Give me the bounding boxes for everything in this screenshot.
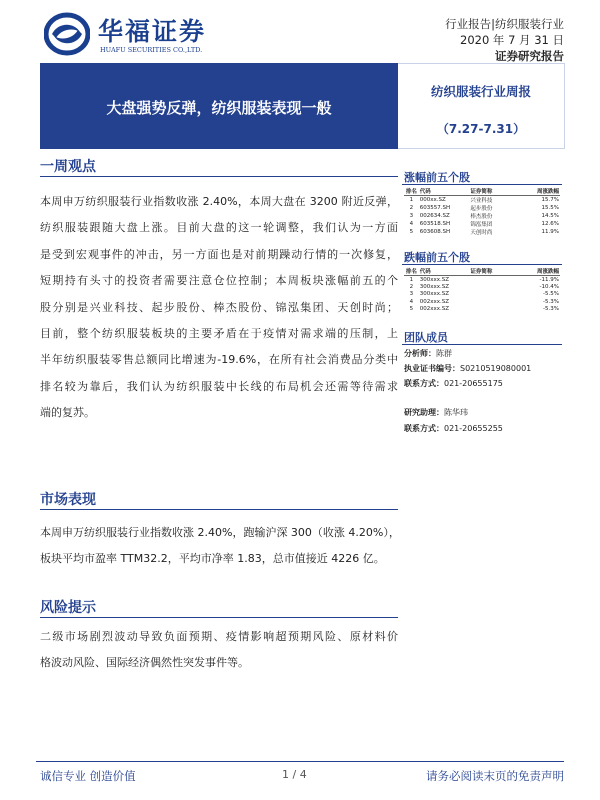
assistant-name: 陈华玮 [444, 408, 468, 417]
assistant-label: 研究助理： [404, 408, 444, 417]
table-cell: 603518.SH [419, 221, 451, 227]
table-row [404, 220, 560, 228]
paragraph-line: 目前，整个纺织服装板块的主要矛盾在于疫情对需求端的压制，上 [40, 326, 398, 340]
table-cell: 1 [409, 276, 414, 283]
header-cell: 代码 [419, 267, 470, 276]
table-cell [469, 306, 517, 314]
header-cell: 排名 [405, 269, 417, 275]
market-paragraph [40, 520, 398, 573]
section-title-market: 市场表现 [40, 492, 96, 508]
analyst-label: 分析师： [404, 349, 436, 358]
table-cell: 15.7% [541, 197, 559, 203]
title-banner [40, 63, 398, 149]
table-cell: 起步股份 [470, 206, 493, 212]
table-cell: -5.5% [543, 291, 559, 298]
report-series-name: 纺织服装行业周报 [430, 84, 531, 99]
table-row [404, 212, 560, 220]
table-cell [469, 291, 517, 299]
report-date: 2020 年 7 月 31 日 [460, 33, 564, 47]
gainers-table [404, 187, 560, 236]
paragraph-line: 是受到宏观事件的冲击，另一方面也是对前期躁动行情的一次修复， [40, 247, 398, 261]
report-headline: 大盘强势反弹，纺织服装表现一般 [106, 99, 332, 117]
table-row [404, 204, 560, 212]
table-cell: 5 [409, 229, 414, 235]
section-divider [40, 617, 398, 618]
table-cell: 603608.SH [419, 229, 451, 235]
logo-english-name: HUAFU SECURITIES CO.,LTD. [100, 46, 203, 54]
contact-phone: 021-20655255 [444, 424, 503, 433]
risk-paragraph [40, 624, 398, 677]
section-title-risk: 风险提示 [40, 600, 96, 616]
losers-table [404, 267, 560, 313]
header-cell: 周涨跌幅 [518, 267, 560, 276]
contact-line [404, 378, 503, 389]
paragraph-line: 半年纺织服装零售总额同比增速为-19.6%，在所有社会消费品分类中 [40, 353, 398, 367]
sidebar-divider [402, 344, 562, 345]
sidebar-divider [402, 264, 562, 265]
table-cell: 天创时尚 [470, 230, 493, 236]
paragraph-line: 本周申万纺织服装行业指数收涨 2.40%，本周大盘在 3200 附近反弹， [40, 195, 398, 208]
table-cell [469, 298, 517, 306]
paragraph-line: 本周申万纺织服装行业指数收涨 2.40%，跑输沪深 300（收涨 4.20%）， [40, 526, 400, 539]
table-header-row [404, 267, 560, 276]
table-row [404, 298, 560, 306]
report-category: 行业报告|纺织服装行业 [445, 17, 564, 31]
table-row [404, 276, 560, 284]
table-cell: 603557.SH [419, 205, 451, 211]
table-cell: 12.6% [541, 221, 559, 227]
report-period: （7.27-7.31） [436, 122, 526, 136]
header-cell: 证券简称 [469, 187, 517, 196]
table-cell: -5.3% [543, 306, 559, 313]
paragraph-line: 纺织服装跟随大盘上涨。目前大盘的这一轮调整，我们认为一方面 [40, 221, 398, 235]
table-cell: 300xxx.SZ [419, 283, 450, 290]
paragraph-line: 二级市场剧烈波动导致负面预期、疫情影响超预期风险、原材料价 [40, 630, 398, 643]
logo-chinese-name: 华福证券 [98, 17, 207, 46]
team-title: 团队成员 [404, 331, 448, 344]
table-cell: 4 [409, 298, 414, 305]
company-logo [44, 10, 234, 62]
table-cell: 14.5% [541, 213, 559, 219]
table-cell: -10.4% [539, 283, 559, 290]
table-row [404, 291, 560, 299]
footer-disclaimer-note: 请务必阅读末页的免责声明 [426, 769, 564, 783]
license-line [404, 363, 531, 374]
page-number: 1 / 4 [282, 768, 307, 781]
paragraph-line: 格波动风险、国际经济偶然性突发事件等。 [40, 656, 249, 670]
table-cell: 2 [409, 283, 414, 290]
table-cell: 棒杰股份 [470, 214, 493, 220]
table-cell [469, 276, 517, 284]
section-title-weekly-view: 一周观点 [40, 159, 96, 175]
table-header-row [404, 187, 560, 196]
table-cell: 002xxx.SZ [419, 306, 450, 313]
table-cell [469, 283, 517, 291]
table-cell: 4 [409, 221, 414, 227]
huafu-logo-icon [44, 12, 90, 56]
header-cell: 周涨跌幅 [518, 187, 560, 196]
license-label: 执业证书编号： [404, 364, 460, 373]
table-cell: 300xxx.SZ [419, 291, 450, 298]
table-cell: 2 [409, 205, 414, 211]
section-divider [40, 176, 398, 177]
table-cell: 5 [409, 306, 414, 313]
paragraph-line: 端的复苏。 [40, 406, 95, 420]
table-cell: 锦泓集团 [470, 222, 493, 228]
table-cell: 1 [409, 197, 414, 203]
table-cell: 兴业科技 [470, 198, 493, 204]
gainers-title: 涨幅前五个股 [404, 171, 470, 184]
sidebar [398, 149, 565, 449]
table-cell: 000xx.SZ [419, 197, 446, 203]
table-row [404, 306, 560, 314]
section-divider [40, 509, 398, 510]
header-cell: 证券简称 [469, 267, 517, 276]
paragraph-line: 排名较为靠后，我们认为纺织服装中长线的布局机会还需等待需求 [40, 379, 398, 393]
contact-line [404, 423, 503, 434]
analyst-name: 陈群 [436, 349, 452, 358]
report-type: 证券研究报告 [495, 49, 564, 63]
assistant-line [404, 407, 468, 418]
analyst-line [404, 348, 452, 359]
table-cell: 002634.SZ [419, 213, 450, 219]
table-row [404, 196, 560, 205]
footer-divider [36, 761, 564, 762]
table-cell: 3 [409, 291, 414, 298]
table-cell: 15.5% [541, 205, 559, 211]
table-cell: 300xxx.SZ [419, 276, 450, 283]
sidebar-divider [402, 184, 562, 185]
table-cell: 002xxx.SZ [419, 298, 450, 305]
paragraph-line: 板块平均市盈率 TTM32.2，平均市净率 1.83，总市值接近 4226 亿。 [40, 552, 385, 566]
table-row [404, 283, 560, 291]
table-cell: 11.9% [541, 229, 559, 235]
table-cell: 3 [409, 213, 414, 219]
footer-slogan: 诚信专业 创造价值 [40, 769, 136, 783]
table-cell: -5.3% [543, 298, 559, 305]
paragraph-line: 短期持有头寸的投资者需要注意仓位控制；本周板块涨幅前五的个 [40, 274, 398, 288]
license-number: S0210519080001 [460, 364, 532, 373]
weekly-view-paragraph [40, 189, 398, 427]
table-row [404, 228, 560, 236]
header-cell: 代码 [419, 187, 470, 196]
paragraph-line: 股分别是兴业科技、起步股份、棒杰股份、锦泓集团、天创时尚； [40, 300, 398, 314]
contact-label: 联系方式： [404, 379, 444, 388]
report-meta [445, 16, 564, 64]
header-cell: 排名 [405, 189, 417, 195]
report-name-box [398, 63, 565, 149]
contact-label: 联系方式： [404, 424, 444, 433]
losers-title: 跌幅前五个股 [404, 251, 470, 264]
table-cell: -11.9% [539, 276, 559, 283]
contact-phone: 021-20655175 [444, 379, 503, 388]
